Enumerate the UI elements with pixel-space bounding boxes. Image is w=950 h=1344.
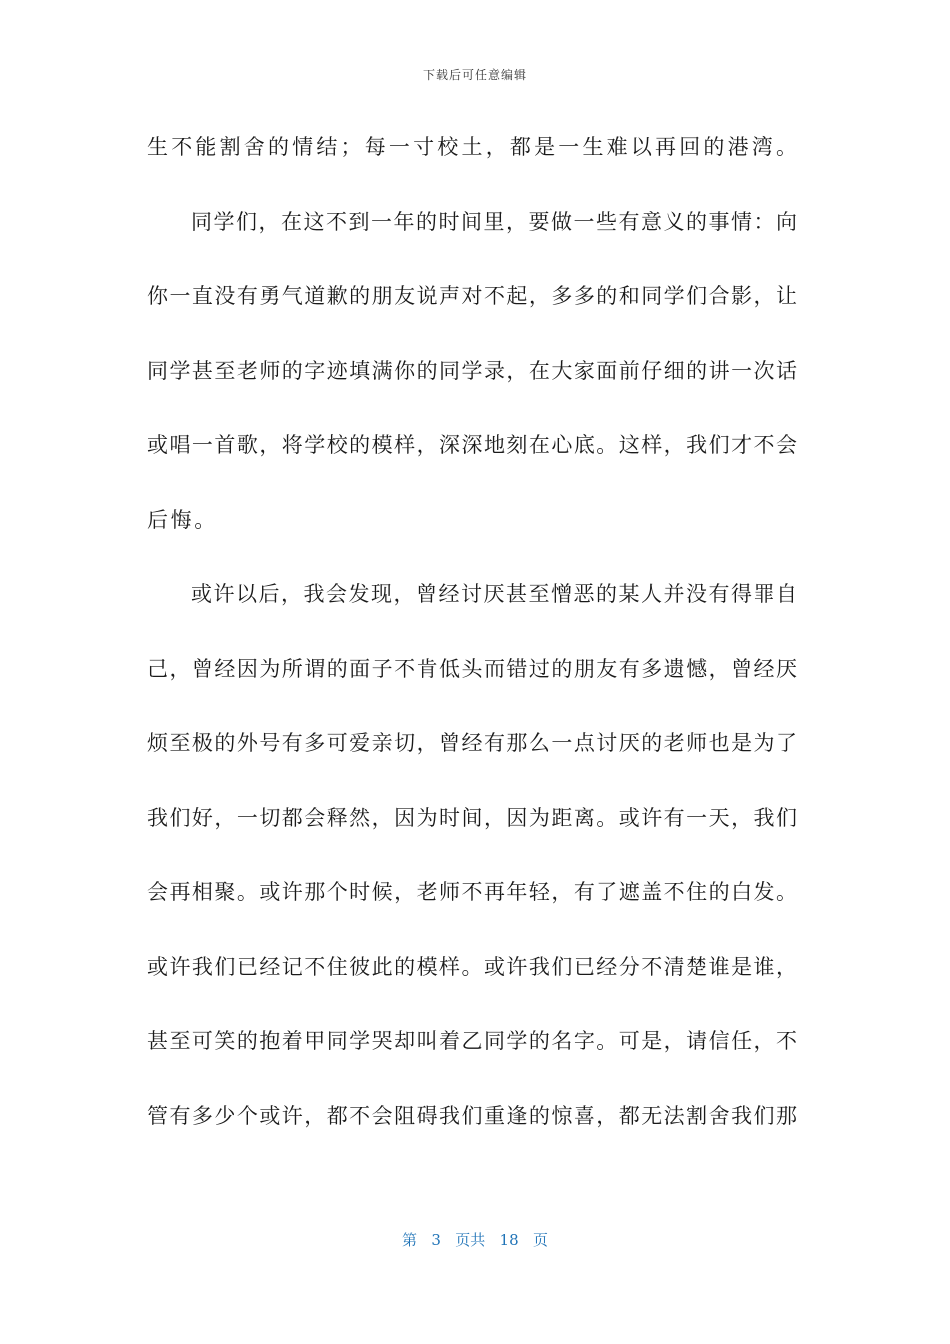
total-pages-number: 18 [499,1231,519,1249]
paragraph-line: 同学们，在这不到一年的时间里，要做一些有意义的事情：向 [191,209,797,234]
page-footer [0,1229,950,1250]
footer-suffix: 页 [532,1231,548,1249]
paragraph-line: 或许我们已经记不住彼此的模样。或许我们已经分不清楚谁是谁， [147,954,797,979]
paragraph-line: 你一直没有勇气道歉的朋友说声对不起，多多的和同学们合影，让 [147,284,797,308]
document-body [147,127,797,1170]
paragraph-line: 己，曾经因为所谓的面子不肯低头而错过的朋友有多遗憾，曾经厌 [147,656,797,681]
paragraph-line: 甚至可笑的抱着甲同学哭却叫着乙同学的名字。可是，请信任，不 [147,1029,797,1053]
paragraph-line: 或唱一首歌，将学校的模样，深深地刻在心底。这样，我们才不会 [147,433,797,457]
current-page-number: 3 [431,1231,441,1249]
paragraph-line: 烦至极的外号有多可爱亲切，曾经有那么一点讨厌的老师也是为了 [147,731,797,755]
paragraph-line: 或许以后，我会发现，曾经讨厌甚至憎恶的某人并没有得罪自 [191,582,797,606]
paragraph-line: 后悔。 [147,507,218,532]
paragraph-line: 生不能割舍的情结；每一寸校土，都是一生难以再回的港湾。 [147,135,797,159]
footer-middle: 页共 [455,1231,486,1249]
footer-prefix: 第 [402,1231,418,1249]
paragraph-line: 同学甚至老师的字迹填满你的同学录，在大家面前仔细的讲一次话 [147,358,797,383]
paragraph-line: 会再相聚。或许那个时候，老师不再年轻，有了遮盖不住的白发。 [147,880,797,904]
paragraph-line: 管有多少个或许，都不会阻碍我们重逢的惊喜，都无法割舍我们那 [147,1103,797,1128]
page-header: 下载后可任意编辑 [422,68,527,82]
paragraph-line: 我们好，一切都会释然，因为时间，因为距离。或许有一天，我们 [147,805,797,830]
